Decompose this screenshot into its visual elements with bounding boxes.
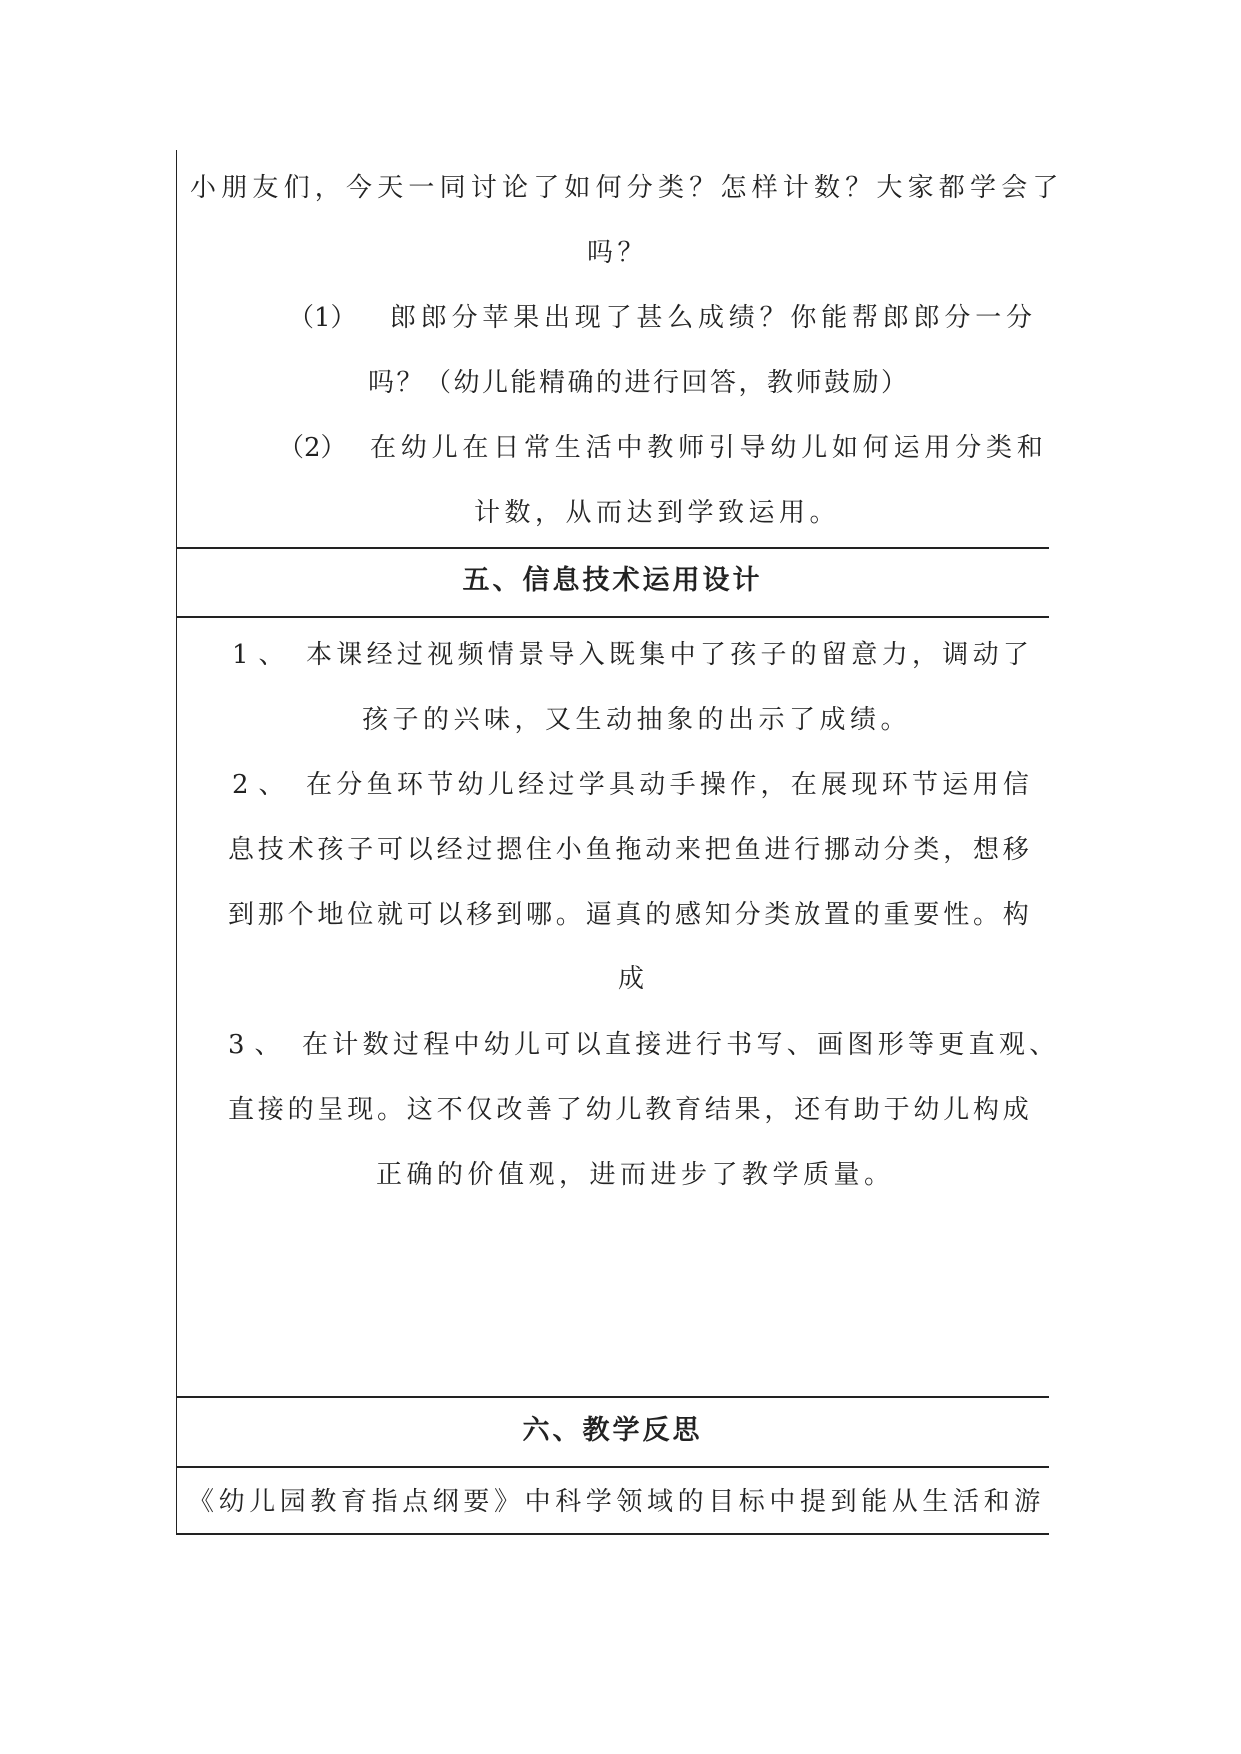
item-1-number: 1、 xyxy=(232,640,295,670)
question-2-line-1: 在幼儿在日常生活中教师引导幼儿如何运用分类和 xyxy=(370,433,1048,463)
question-1-line-2: 吗？（幼儿能精确的进行回答，教师鼓励） xyxy=(368,368,910,398)
closing-line-1: 小朋友们，今天一同讨论了如何分类？怎样计数？大家都学会了 xyxy=(190,173,1064,203)
question-1-number: （1） xyxy=(288,303,357,333)
table-divider xyxy=(176,1466,1049,1468)
question-1-line-1: 郎郎分苹果出现了甚么成绩？你能帮郎郎分一分 xyxy=(390,303,1037,333)
item-2-line-4: 成 xyxy=(618,964,649,994)
item-2-line-2: 息技术孩子可以经过摁住小鱼拖动来把鱼进行挪动分类，想移 xyxy=(228,835,1033,865)
item-2-line-3: 到那个地位就可以移到哪。逼真的感知分类放置的重要性。构 xyxy=(228,900,1033,930)
item-2-number: 2、 xyxy=(232,770,295,800)
table-divider xyxy=(176,1396,1049,1398)
item-3-line-2: 直接的呈现。这不仅改善了幼儿教育结果，还有助于幼儿构成 xyxy=(228,1095,1033,1125)
table-divider xyxy=(176,547,1049,549)
item-3-line-1: 在计数过程中幼儿可以直接进行书写、画图形等更直观、 xyxy=(302,1030,1060,1060)
reflection-line-1: 《幼儿园教育指点纲要》中科学领域的目标中提到能从生活和游 xyxy=(188,1487,1045,1517)
item-3-line-3: 正确的价值观，进而进步了教学质量。 xyxy=(376,1160,895,1190)
closing-line-2: 吗？ xyxy=(587,238,649,268)
table-left-border xyxy=(176,150,177,1534)
item-2-line-1: 在分鱼环节幼儿经过学具动手操作，在展现环节运用信 xyxy=(306,770,1034,800)
section-6-title: 六、教学反思 xyxy=(522,1415,703,1446)
question-2-line-2: 计数，从而达到学致运用。 xyxy=(474,498,841,528)
item-1-line-1: 本课经过视频情景导入既集中了孩子的留意力，调动了 xyxy=(306,640,1034,670)
section-5-title: 五、信息技术运用设计 xyxy=(462,565,763,596)
question-2-number: （2） xyxy=(278,433,347,463)
item-1-line-2: 孩子的兴味，又生动抽象的出示了成绩。 xyxy=(362,705,912,735)
table-divider xyxy=(176,616,1049,618)
table-bottom-border xyxy=(176,1533,1049,1535)
item-3-number: 3、 xyxy=(228,1030,291,1060)
